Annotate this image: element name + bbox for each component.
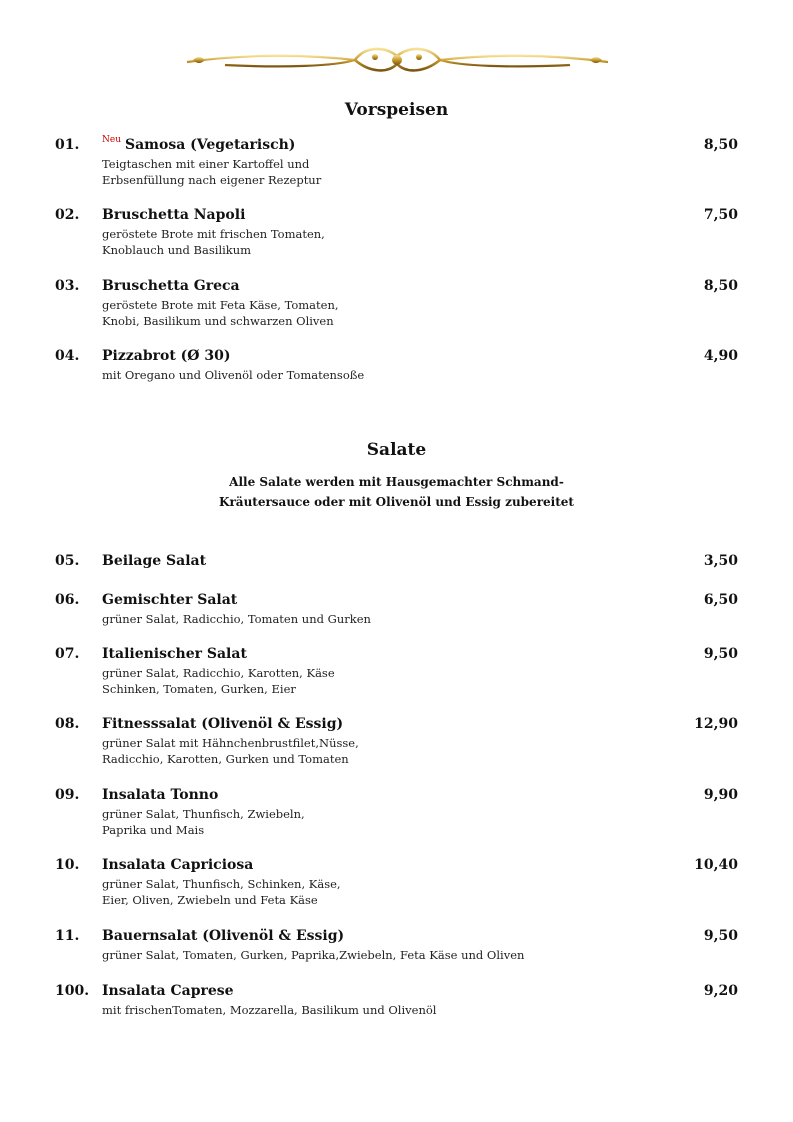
description-line: grüner Salat, Tomaten, Gurken, Paprika,Zwiebeln, Feta Käse und Oliven — [102, 948, 525, 962]
item-number: 09. — [55, 787, 80, 803]
item-number: 08. — [55, 716, 80, 732]
description-line: Paprika und Mais — [102, 823, 205, 837]
description-line: geröstete Brote mit frischen Tomaten, — [102, 227, 325, 241]
item-description — [102, 226, 325, 258]
item-price: 3,50 — [703, 553, 738, 569]
item-number: 10. — [55, 857, 80, 873]
item-number: 03. — [55, 278, 80, 294]
item-price: 4,90 — [703, 348, 738, 364]
description-line: grüner Salat, Radicchio, Tomaten und Gurken — [102, 612, 371, 626]
item-description — [102, 156, 321, 188]
description-line: Erbsenfüllung nach eigener Rezeptur — [102, 173, 322, 187]
salate-note — [0, 472, 793, 512]
item-number: 05. — [55, 553, 80, 569]
item-price: 8,50 — [703, 137, 738, 153]
item-description — [102, 297, 339, 329]
new-badge: Neu — [102, 135, 121, 145]
item-name — [102, 348, 230, 364]
item-name — [102, 928, 344, 944]
item-name — [102, 857, 253, 873]
gold-ornament-icon — [185, 42, 610, 82]
item-number: 07. — [55, 646, 80, 662]
item-name-text: Fitnesssalat (Olivenöl & Essig) — [102, 716, 344, 732]
item-name-text: Insalata Capriciosa — [102, 857, 254, 873]
item-name — [102, 207, 245, 223]
description-line: mit Oregano und Olivenöl oder Tomatensoße — [102, 368, 365, 382]
description-line: grüner Salat, Thunfisch, Schinken, Käse, — [102, 877, 341, 891]
item-name-text: Gemischter Salat — [102, 592, 238, 608]
item-number: 11. — [55, 928, 80, 944]
item-price: 7,50 — [703, 207, 738, 223]
description-line: mit frischenTomaten, Mozzarella, Basilikum und Olivenöl — [102, 1003, 437, 1017]
item-name — [102, 278, 240, 294]
item-description — [102, 611, 371, 627]
item-price: 9,50 — [703, 646, 738, 662]
item-price: 8,50 — [703, 278, 738, 294]
item-name-text: Pizzabrot (Ø 30) — [102, 348, 231, 364]
item-name — [102, 983, 234, 999]
description-line: Teigtaschen mit einer Kartoffel und — [102, 157, 310, 171]
description-line: Radicchio, Karotten, Gurken und Tomaten — [102, 752, 349, 766]
item-number: 02. — [55, 207, 80, 223]
description-line: Knobi, Basilikum und schwarzen Oliven — [102, 314, 334, 328]
item-price: 9,90 — [703, 787, 738, 803]
item-description — [102, 665, 335, 697]
item-number: 100. — [55, 983, 90, 999]
item-number: 04. — [55, 348, 80, 364]
description-line: Schinken, Tomaten, Gurken, Eier — [102, 682, 296, 696]
item-name-text: Beilage Salat — [102, 553, 207, 569]
item-name-text: Italienischer Salat — [102, 646, 247, 662]
salate-note-line2: Kräutersauce oder mit Olivenöl und Essig zubereitet — [219, 495, 574, 509]
item-price: 6,50 — [703, 592, 738, 608]
item-name-text: Bauernsalat (Olivenöl & Essig) — [102, 928, 345, 944]
description-line: geröstete Brote mit Feta Käse, Tomaten, — [102, 298, 339, 312]
item-name-text: Bruschetta Napoli — [102, 207, 246, 223]
item-description — [102, 806, 305, 838]
item-name — [102, 592, 237, 608]
item-name-text: Insalata Tonno — [102, 787, 219, 803]
item-price: 9,20 — [703, 983, 738, 999]
section-title-vorspeisen: Vorspeisen — [344, 100, 449, 120]
description-line: grüner Salat mit Hähnchenbrustfilet,Nüsse, — [102, 736, 359, 750]
item-name — [102, 787, 218, 803]
item-name-text: Insalata Caprese — [102, 983, 234, 999]
description-line: Knoblauch und Basilikum — [102, 243, 252, 257]
description-line: grüner Salat, Radicchio, Karotten, Käse — [102, 666, 335, 680]
description-line: Eier, Oliven, Zwiebeln und Feta Käse — [102, 893, 318, 907]
item-price: 12,90 — [694, 716, 738, 732]
item-name — [102, 137, 295, 153]
item-description — [102, 367, 364, 383]
salate-note-line1: Alle Salate werden mit Hausgemachter Schmand- — [229, 475, 564, 489]
item-price: 9,50 — [703, 928, 738, 944]
item-description — [102, 876, 341, 908]
item-description — [102, 735, 359, 767]
section-title-salate: Salate — [366, 440, 427, 460]
item-description — [102, 947, 524, 963]
item-name-text: Bruschetta Greca — [102, 278, 240, 294]
item-name — [102, 553, 206, 569]
description-line: grüner Salat, Thunfisch, Zwiebeln, — [102, 807, 305, 821]
item-name-text: Samosa (Vegetarisch) — [125, 137, 296, 153]
item-name — [102, 646, 247, 662]
item-number: 06. — [55, 592, 80, 608]
item-price: 10,40 — [694, 857, 738, 873]
item-name — [102, 716, 343, 732]
item-number: 01. — [55, 137, 80, 153]
item-description — [102, 1002, 436, 1018]
